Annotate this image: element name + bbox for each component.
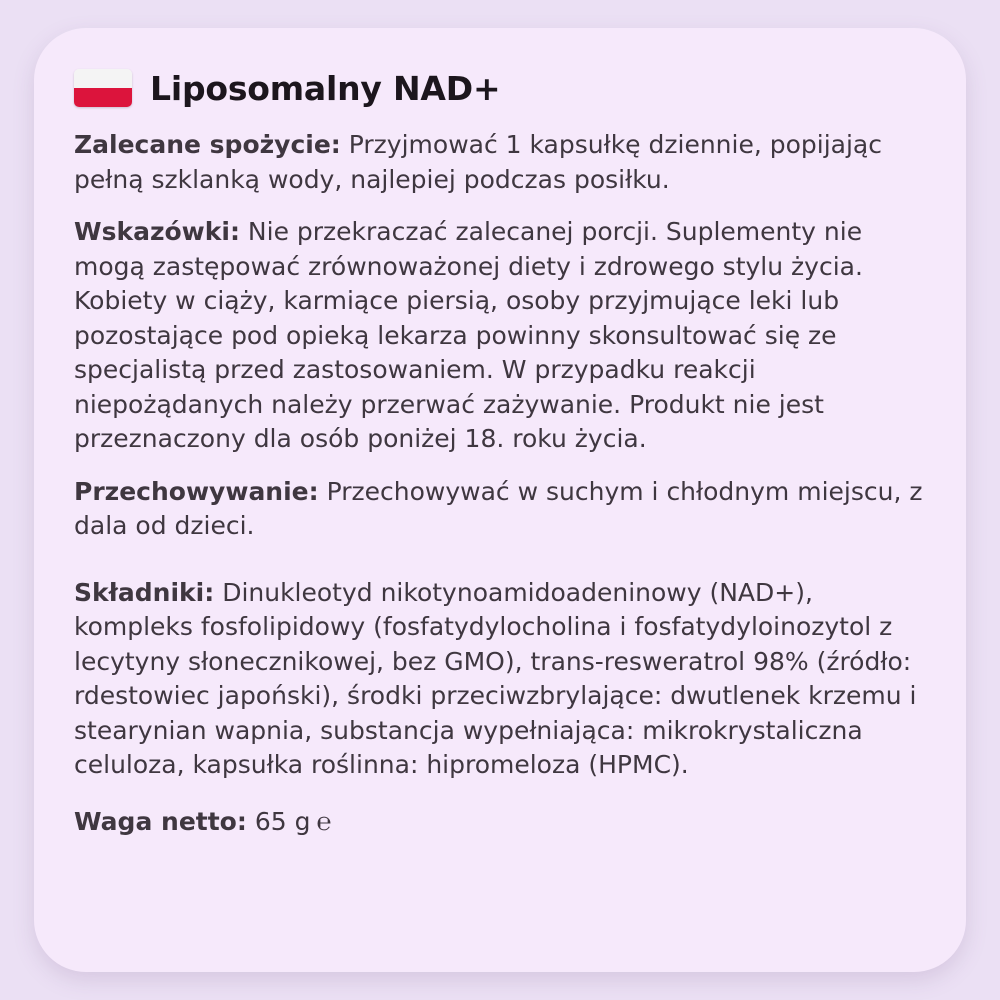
section-ingredients	[74, 576, 926, 783]
section-label: Zalecane spożycie:	[74, 130, 341, 159]
label-card	[34, 28, 966, 972]
section-label: Przechowywanie:	[74, 476, 319, 506]
section-label: Waga netto:	[74, 806, 247, 836]
poland-flag-icon	[74, 69, 132, 107]
section-label: Składniki:	[74, 577, 215, 607]
section-text: 65 g	[254, 806, 311, 836]
page-title: Liposomalny NAD+	[150, 68, 501, 108]
flag-red-stripe	[74, 88, 132, 107]
section-recommended-intake	[74, 128, 926, 197]
estimated-sign-icon: ℮	[316, 806, 332, 836]
section-label: Wskazówki:	[74, 217, 240, 246]
header	[74, 68, 926, 108]
section-net-weight	[74, 805, 926, 840]
section-text: Nie przekraczać zalecanej porcji. Suplementy nie mogą zastępować zrównoważonej diety i zdrowego stylu życia. Kobiety w ciąży, karmiące piersią, osoby przyjmujące leki lub pozostające pod opieką lekarza powinny skonsultować się ze specjalistą przed zastosowaniem. W przypadku reakcji niepożądanych należy przerwać zażywanie. Produkt nie jest przeznaczony dla osób poniżej 18. roku życia.	[74, 217, 863, 453]
section-guidelines	[74, 215, 926, 457]
section-text: Przyjmować 1 kapsułkę dziennie, popijając pełną szklanką wody, najlepiej podczas posiłku.	[74, 130, 882, 194]
section-text: Przechowywać w suchym i chłodnym miejscu, z dala od dzieci.	[74, 476, 923, 540]
section-storage	[74, 475, 926, 544]
section-text: Dinukleotyd nikotynoamidoadeninowy (NAD+), kompleks fosfolipidowy (fosfatydylocholina i fosfatydyloinozytol z lecytyny słonecznikowej, bez GMO), trans-resweratrol 98% (źródło: rdestowiec japoński), środki przeciwzbrylające: dwutlenek krzemu i stearynian wapnia, substancja wypełniająca: mikrokrystaliczna celuloza, kapsułka roślinna: hipromeloza (HPMC).	[74, 577, 917, 779]
flag-white-stripe	[74, 69, 132, 88]
